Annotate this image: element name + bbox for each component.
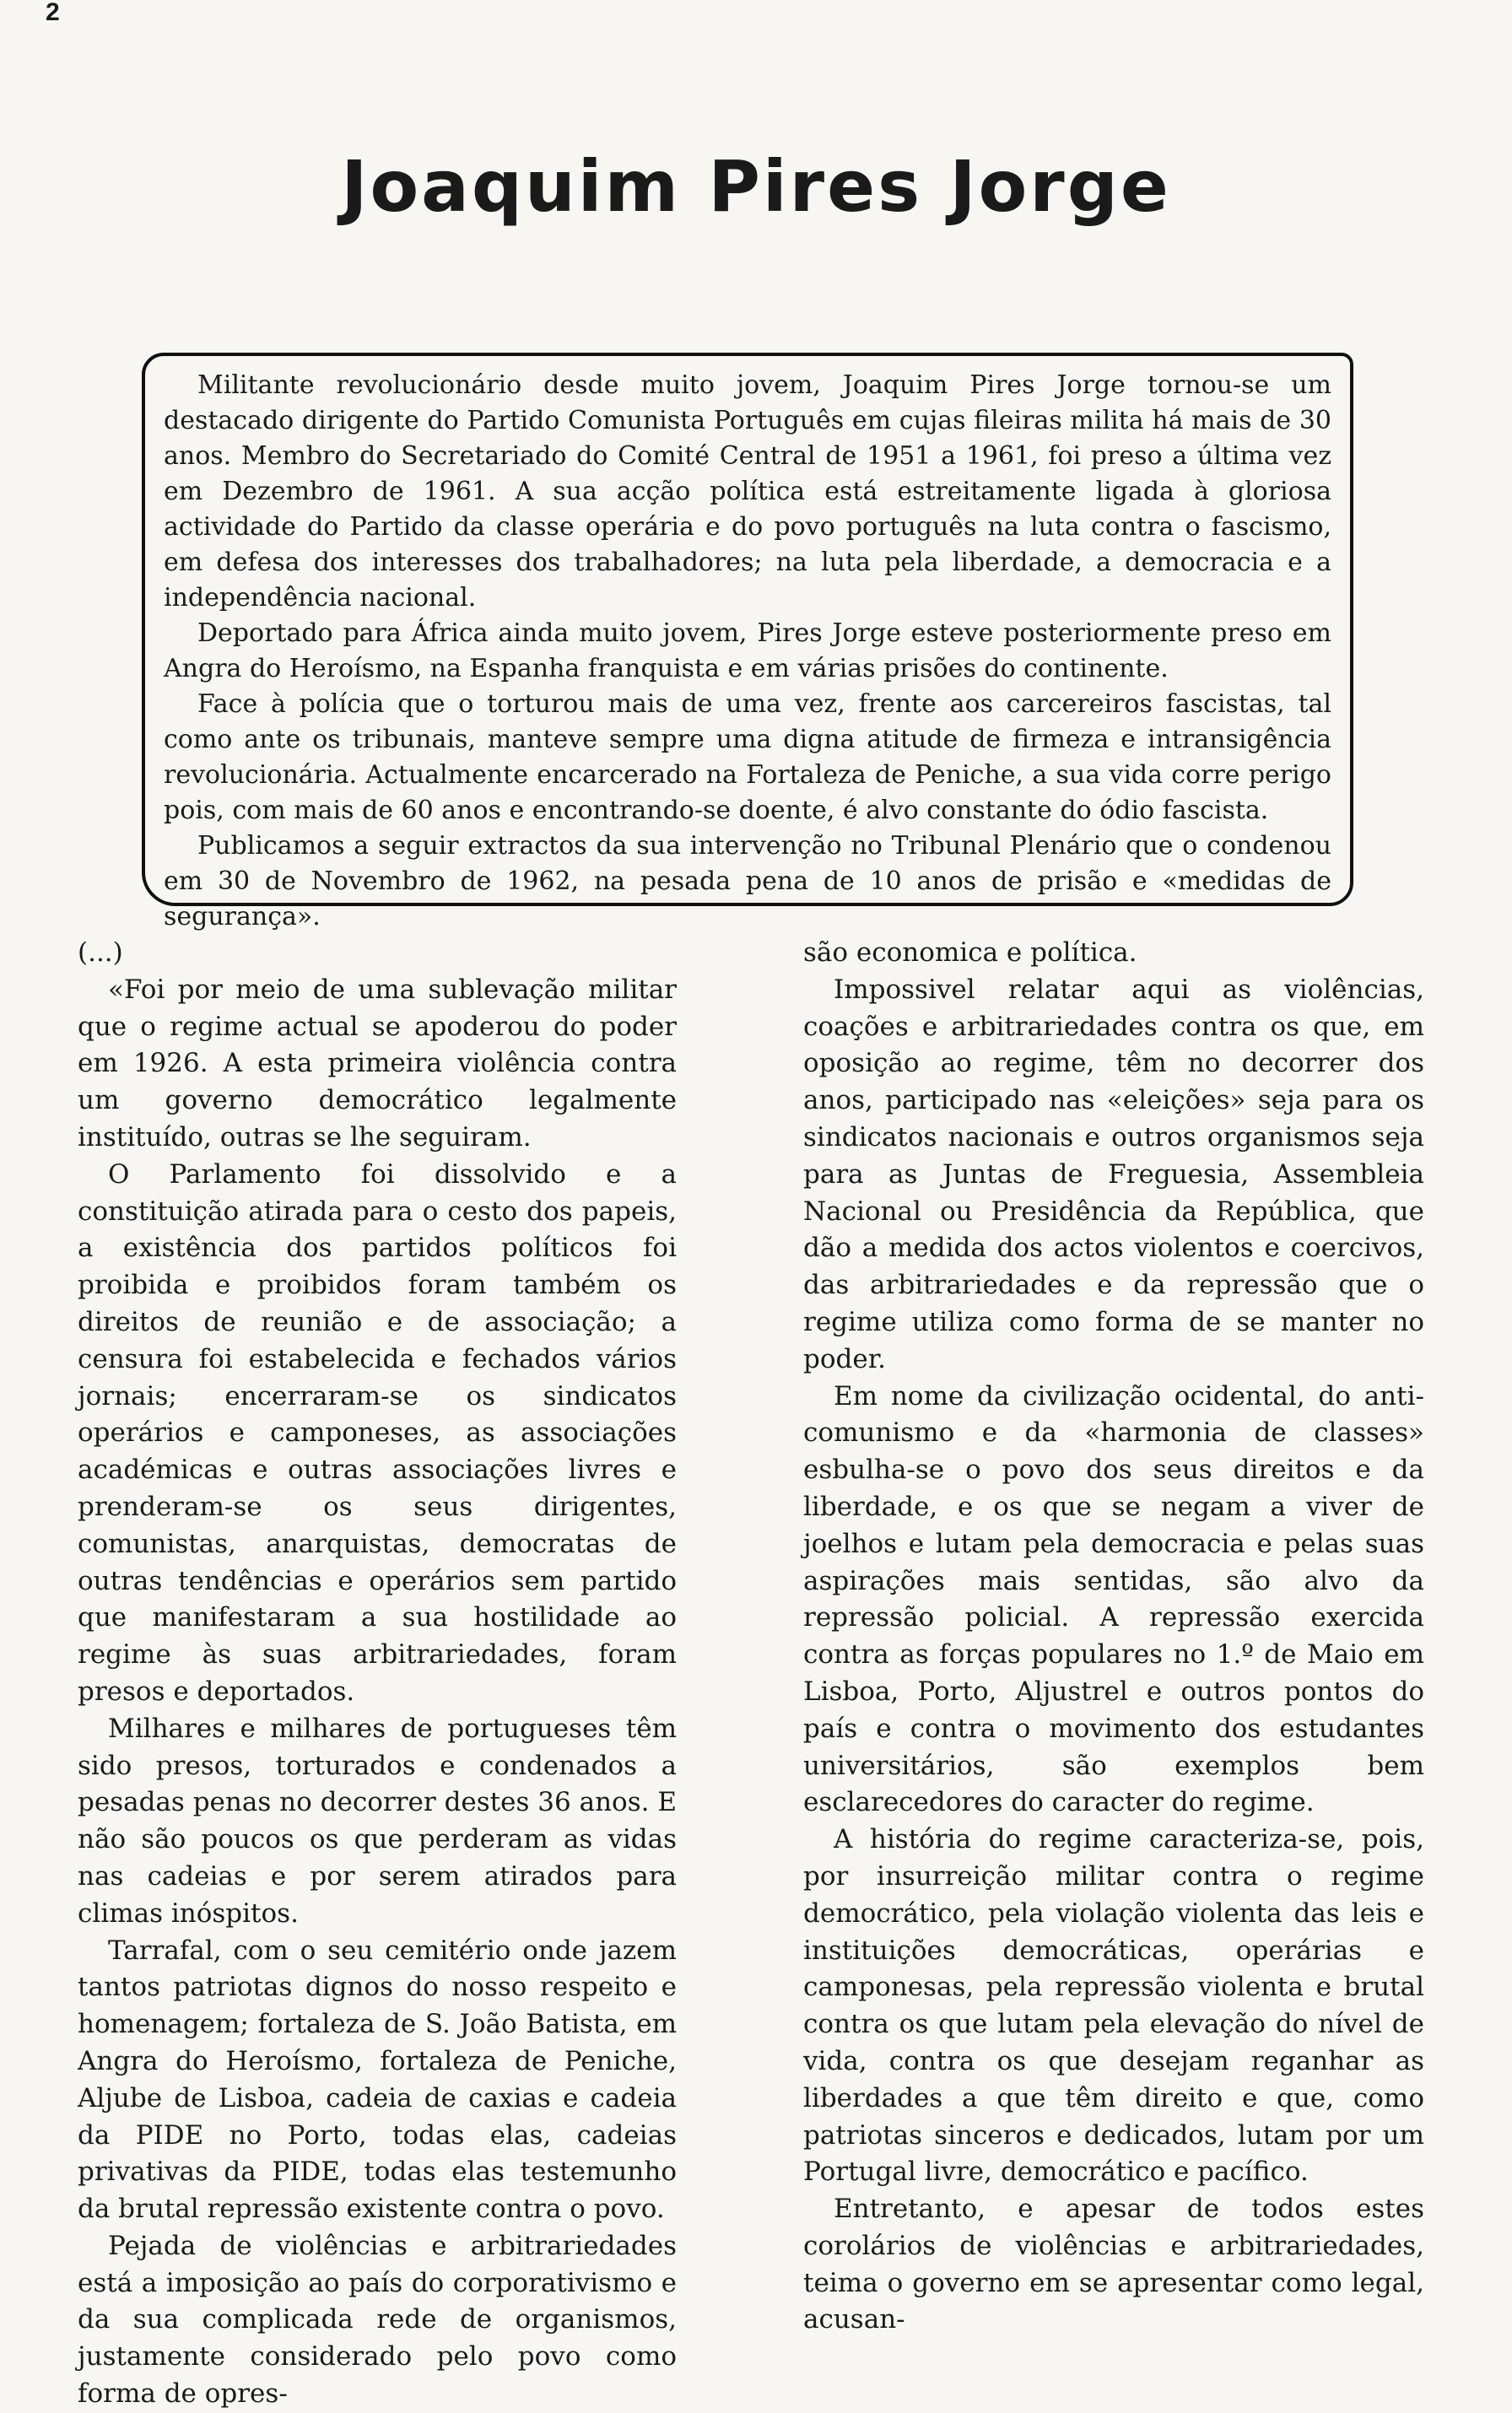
body-paragraph: Impossivel relatar aqui as violências, coações e arbitrariedades contra os que, em oposição ao regime, têm no decorrer dos anos, participado nas «eleições» seja para os sindicatos nacionais e outros organismos seja para as Juntas de Freguesia, Assembleia Nacional ou Presidência da República, que dão a medida dos actos violentos e coercivos, das arbitrariedades e da repressão que o regime utiliza como forma de se manter no poder.: [803, 974, 1424, 1374]
body-paragraph: «Foi por meio de uma sublevação militar que o regime actual se apoderou do poder em 1926. A esta primeira violência contra um governo democrático legalmente instituído, outras se lhe seguiram.: [78, 974, 677, 1153]
page-number: 2: [46, 0, 60, 26]
right-column: [803, 935, 1424, 2335]
left-column: [78, 935, 677, 2410]
intro-paragraph: Publicamos a seguir extractos da sua intervenção no Tribunal Plenário que o condenou em 30 de Novembro de 1962, na pesada pena de 10 anos de prisão e «medidas de segurança».: [164, 831, 1331, 931]
body-paragraph: Tarrafal, com o seu cemitério onde jazem tantos patriotas dignos do nosso respeito e homenagem; fortaleza de S. João Batista, em Angra do Heroísmo, fortaleza de Peniche, Aljube de Lisboa, cadeia de caxias e cadeia da PIDE no Porto, todas elas, cadeias privativas da PIDE, todas elas testemunho da brutal repressão existente contra o povo.: [78, 1935, 677, 2225]
intro-paragraph: Militante revolucionário desde muito jovem, Joaquim Pires Jorge tornou-se um destacado dirigente do Partido Comunista Português em cujas fileiras milita há mais de 30 anos. Membro do Secretariado do Comité Central de 1951 a 1961, foi preso a última vez em Dezembro de 1961. A sua acção política está estreitamente ligada à gloriosa actividade do Partido da classe operária e do povo português na luta contra o fascismo, em defesa dos interesses dos trabalhadores; na luta pela liberdade, a democracia e a independência nacional.: [164, 370, 1331, 613]
body-paragraph: são economica e política.: [803, 937, 1137, 968]
intro-box: [142, 353, 1353, 931]
body-paragraph: A história do regime caracteriza-se, pois, por insurreição militar contra o regime democrático, pela violação violenta das leis e instituições democráticas, operárias e camponesas, pela repressão violenta e brutal contra os que lutam pela elevação do nível de vida, contra os que desejam reganhar as liberdades a que têm direito e que, como patriotas sinceros e dedicados, lutam por um Portugal livre, democrático e pacífico.: [803, 1824, 1424, 2188]
body-paragraph: Milhares e milhares de portugueses têm sido presos, torturados e condenados a pesadas penas no decorrer destes 36 anos. E não são poucos os que perderam as vidas nas cadeias e por serem atirados para climas inóspitos.: [78, 1713, 677, 1929]
omission-marker: (...): [78, 937, 123, 968]
body-paragraph: O Parlamento foi dissolvido e a constituição atirada para o cesto dos papeis, a existência dos partidos políticos foi proibida e proibidos foram também os direitos de reunião e de associação; a censura foi estabelecida e fechados vários jornais; encerraram-se os sindicatos operários e camponeses, as associações académicas e outras associações livres e prenderam-se os seus dirigentes, comunistas, anarquistas, democratas de outras tendências e operários sem partido que manifestaram a sua hostilidade ao regime às suas arbitrariedades, foram presos e deportados.: [78, 1158, 677, 1707]
article-title: Joaquim Pires Jorge: [341, 145, 1171, 228]
intro-paragraph: Deportado para África ainda muito jovem, Pires Jorge esteve posteriormente preso em Angra do Heroísmo, na Espanha franquista e em várias prisões do continente.: [164, 618, 1331, 683]
body-paragraph: Pejada de violências e arbitrariedades está a imposição ao país do corporativismo e da sua complicada rede de organismos, justamente considerado pelo povo como forma de opres-: [78, 2230, 677, 2410]
body-paragraph: Em nome da civilização ocidental, do anti-comunismo e da «harmonia de classes» esbulha-se o povo dos seus direitos e da liberdade, e os que se negam a viver de joelhos e lutam pela democracia e pelas suas aspirações mais sentidas, são alvo da repressão policial. A repressão exercida contra as forças populares no 1.º de Maio em Lisboa, Porto, Aljustrel e outros pontos do país e contra o movimento dos estudantes universitários, são exemplos bem esclarecedores do caracter do regime.: [803, 1380, 1424, 1818]
intro-paragraph: Face à polícia que o torturou mais de uma vez, frente aos carcereiros fascistas, tal como ante os tribunais, manteve sempre uma digna atitude de firmeza e intransigência revolucionária. Actualmente encarcerado na Fortaleza de Peniche, a sua vida corre perigo pois, com mais de 60 anos e encontrando-se doente, é alvo constante do ódio fascista.: [164, 689, 1331, 825]
body-paragraph: Entretanto, e apesar de todos estes corolários de violências e arbitrariedades, teima o governo em se apresentar como legal, acusan-: [803, 2194, 1424, 2335]
